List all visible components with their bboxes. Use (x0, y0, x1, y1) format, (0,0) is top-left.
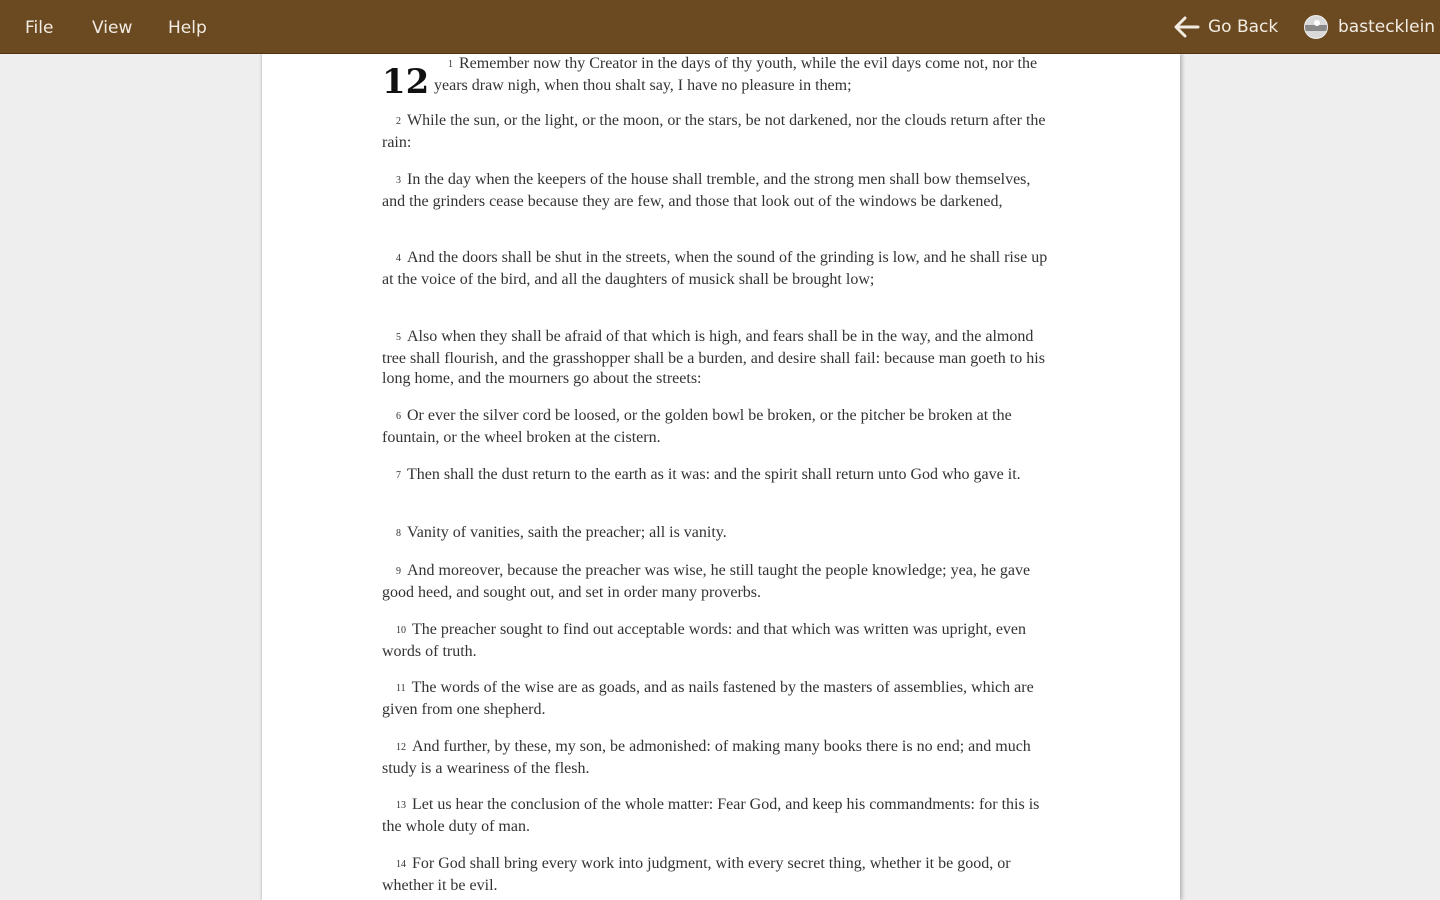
verse (382, 523, 1057, 545)
verse-number: 5 (396, 332, 401, 343)
verse-text: And further, by these, my son, be admonished: of making many books there is no end; and much study is a weariness of the flesh. (382, 738, 1031, 777)
verse (382, 561, 1057, 603)
verse-text: The preacher sought to find out acceptable words: and that which was written was upright, even words of truth. (382, 621, 1027, 660)
verse-text: Then shall the dust return to the earth as it was: and the spirit shall return unto God who gave it. (407, 466, 1021, 483)
verse (382, 678, 1057, 720)
menu-file[interactable]: File (25, 18, 54, 38)
verse-number: 12 (396, 742, 406, 753)
user-avatar-icon (1304, 15, 1328, 39)
verse-text: Or ever the silver cord be loosed, or the golden bowl be broken, or the pitcher be broken at the fountain, or the wheel broken at the cistern. (382, 407, 1012, 446)
verse (382, 854, 1057, 896)
verse-text: And the doors shall be shut in the streets, when the sound of the grinding is low, and he shall rise up at the voice of the bird, and all the daughters of musick shall be brought low; (382, 249, 1048, 288)
verse (382, 327, 1057, 390)
verse (382, 111, 1057, 153)
verse (382, 248, 1057, 290)
verse (382, 737, 1057, 779)
verse-number: 1 (448, 59, 453, 70)
user-menu[interactable] (1304, 0, 1435, 54)
verse-text: In the day when the keepers of the house shall tremble, and the strong men shall bow themselves, and the grinders cease because they are few, and those that look out of the windows be darkened, (382, 171, 1031, 210)
verse-number: 13 (396, 800, 406, 811)
verse-text: Remember now thy Creator in the days of thy youth, while the evil days come not, nor the years draw nigh, when thou shalt say, I have no pleasure in them; (434, 55, 1038, 94)
verse-number: 10 (396, 625, 406, 636)
verse-text: Also when they shall be afraid of that which is high, and fears shall be in the way, and the almond tree shall flourish, and the grasshopper shall be a burden, and desire shall fail: because man goeth to his long home, and the mourners go about the streets: (382, 328, 1045, 387)
username-label: bastecklein (1338, 17, 1436, 37)
verse-number: 4 (396, 253, 401, 264)
go-back-button[interactable] (1174, 0, 1278, 54)
verse-text: While the sun, or the light, or the moon, or the stars, be not darkened, nor the clouds return after the rain: (382, 112, 1046, 151)
menu-help[interactable]: Help (168, 18, 207, 38)
verse-number: 8 (396, 528, 401, 539)
verse-number: 14 (396, 859, 406, 870)
verse-text: Vanity of vanities, saith the preacher; all is vanity. (407, 524, 727, 541)
verse (382, 620, 1057, 662)
verse (382, 170, 1057, 212)
verse-text: Let us hear the conclusion of the whole matter: Fear God, and keep his commandments: for this is the whole duty of man. (382, 796, 1040, 835)
verse (382, 465, 1057, 487)
verse-number: 3 (396, 175, 401, 186)
verse-number: 6 (396, 411, 401, 422)
verse (382, 795, 1057, 837)
verse-text: For God shall bring every work into judgment, with every secret thing, whether it be good, or whether it be evil. (382, 855, 1011, 894)
verse (434, 54, 1059, 96)
verse-text: And moreover, because the preacher was wise, he still taught the people knowledge; yea, he gave good heed, and sought out, and set in order many proverbs. (382, 562, 1031, 601)
top-menu-bar (0, 0, 1440, 54)
verse-text: The words of the wise are as goads, and as nails fastened by the masters of assemblies, which are given from one shepherd. (382, 679, 1034, 718)
menu-view[interactable]: View (92, 18, 133, 38)
arrow-left-icon (1174, 16, 1200, 38)
chapter-number: 12 (382, 62, 430, 102)
verse-number: 7 (396, 470, 401, 481)
verse-number: 9 (396, 566, 401, 577)
verse-number: 11 (396, 683, 406, 694)
reading-page (262, 54, 1180, 900)
verse (382, 406, 1057, 448)
go-back-label: Go Back (1208, 17, 1279, 37)
verse-number: 2 (396, 116, 401, 127)
